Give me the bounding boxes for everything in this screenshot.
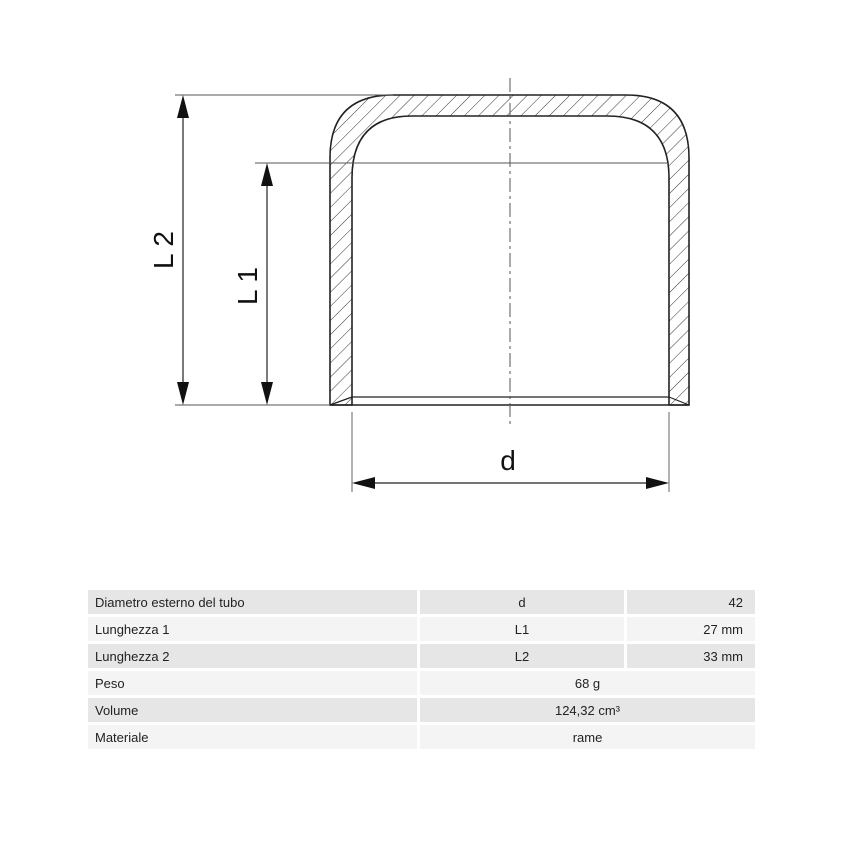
table-row (88, 671, 755, 695)
spec-value: 33 mm (627, 644, 755, 668)
specifications-table (85, 587, 758, 752)
table-row (88, 725, 755, 749)
dimension-l2 (148, 95, 189, 405)
table-row (88, 617, 755, 641)
dimension-l1 (232, 163, 273, 405)
spec-label: Materiale (88, 725, 417, 749)
spec-label: Diametro esterno del tubo (88, 590, 417, 614)
spec-value: 42 (627, 590, 755, 614)
spec-label: Volume (88, 698, 417, 722)
table-row (88, 644, 755, 668)
spec-symbol: L2 (420, 644, 624, 668)
spec-value: 27 mm (627, 617, 755, 641)
spec-symbol: d (420, 590, 624, 614)
spec-label: Lunghezza 2 (88, 644, 417, 668)
spec-value: 68 g (420, 671, 755, 695)
table-row (88, 590, 755, 614)
spec-value: rame (420, 725, 755, 749)
table-row (88, 698, 755, 722)
dimension-label-l2: L 2 (148, 231, 179, 269)
spec-symbol: L1 (420, 617, 624, 641)
dimension-label-l1: L 1 (232, 267, 263, 305)
spec-label: Peso (88, 671, 417, 695)
spec-value: 124,32 cm³ (420, 698, 755, 722)
dimension-label-d: d (500, 445, 516, 476)
dimension-d (352, 445, 669, 489)
spec-label: Lunghezza 1 (88, 617, 417, 641)
